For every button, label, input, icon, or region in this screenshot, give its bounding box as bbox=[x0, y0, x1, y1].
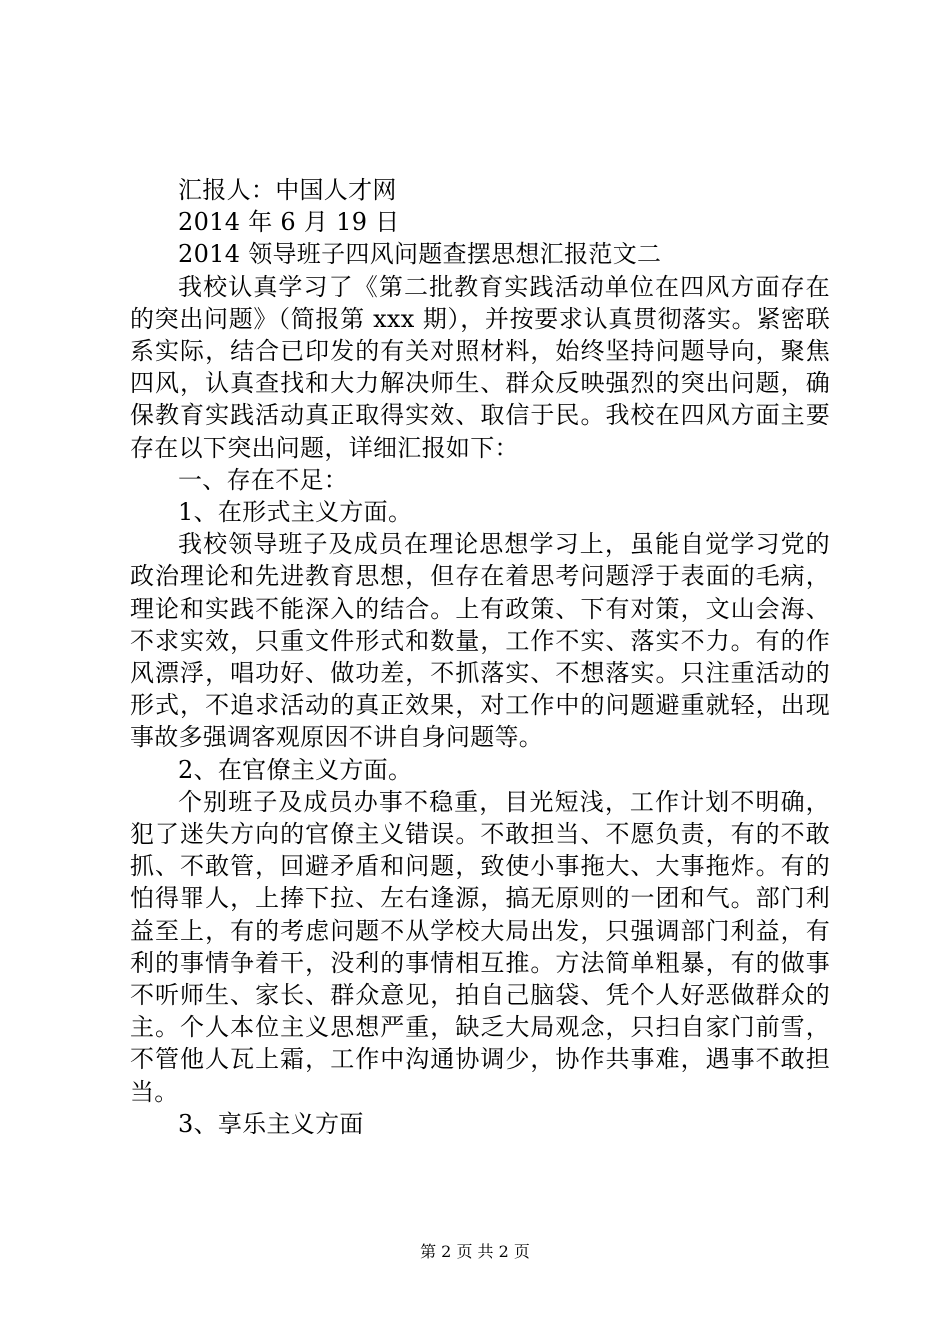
paragraph-formalism: 我校领导班子及成员在理论思想学习上，虽能自觉学习党的政治理论和先进教育思想，但存在着思考问题浮于表面的毛病，理论和实践不能深入的结合。上有政策、下有对策，文山会海、不求实效，只重文件形式和数量，工作不实、落实不力。有的作风漂浮，唱功好、做功差，不抓落实、不想落实。只注重活动的形式，不追求活动的真正效果，对工作中的问题避重就轻，出现事故多强调客观原因不讲自身问题等。 bbox=[130, 530, 830, 752]
paragraph-intro: 我校认真学习了《第二批教育实践活动单位在四风方面存在的突出问题》（简报第 xxx 期），并按要求认真贯彻落实。紧密联系实际，结合已印发的有关对照材料，始终坚持问题导向，聚焦四风，认真查找和大力解决师生、群众反映强烈的突出问题，确保教育实践活动真正取得实效、取信于民。我校在四风方面主要存在以下突出问题，详细汇报如下： bbox=[130, 272, 830, 462]
page-number-footer: 第 2 页 共 2 页 bbox=[420, 1242, 530, 1261]
date-line: 2014 年 6 月 19 日 bbox=[178, 208, 400, 237]
section-heading-shortcomings: 一、存在不足： bbox=[178, 465, 349, 494]
subheading-hedonism: 3、享乐主义方面 bbox=[178, 1109, 364, 1138]
paragraph-bureaucracy: 个别班子及成员办事不稳重，目光短浅，工作计划不明确，犯了迷失方向的官僚主义错误。不敢担当、不愿负责，有的不敢抓、不敢管，回避矛盾和问题，致使小事拖大、大事拖炸。有的怕得罪人，上捧下拉、左右逢源，搞无原则的一团和气。部门利益至上，有的考虑问题不从学校大局出发，只强调部门利益，有利的事情争着干，没利的事情相互推。方法简单粗暴，有的做事不听师生、家长、群众意见，拍自己脑袋、凭个人好恶做群众的主。个人本位主义思想严重，缺乏大局观念，只扫自家门前雪，不管他人瓦上霜，工作中沟通协调少，协作共事难，遇事不敢担当。 bbox=[130, 787, 830, 1106]
subheading-bureaucracy: 2、在官僚主义方面。 bbox=[178, 755, 413, 784]
document-title: 2014 领导班子四风问题查摆思想汇报范文二 bbox=[178, 240, 662, 269]
reporter-line: 汇报人：中国人才网 bbox=[178, 176, 397, 204]
document-body bbox=[130, 174, 830, 1140]
subheading-formalism: 1、在形式主义方面。 bbox=[178, 498, 413, 527]
